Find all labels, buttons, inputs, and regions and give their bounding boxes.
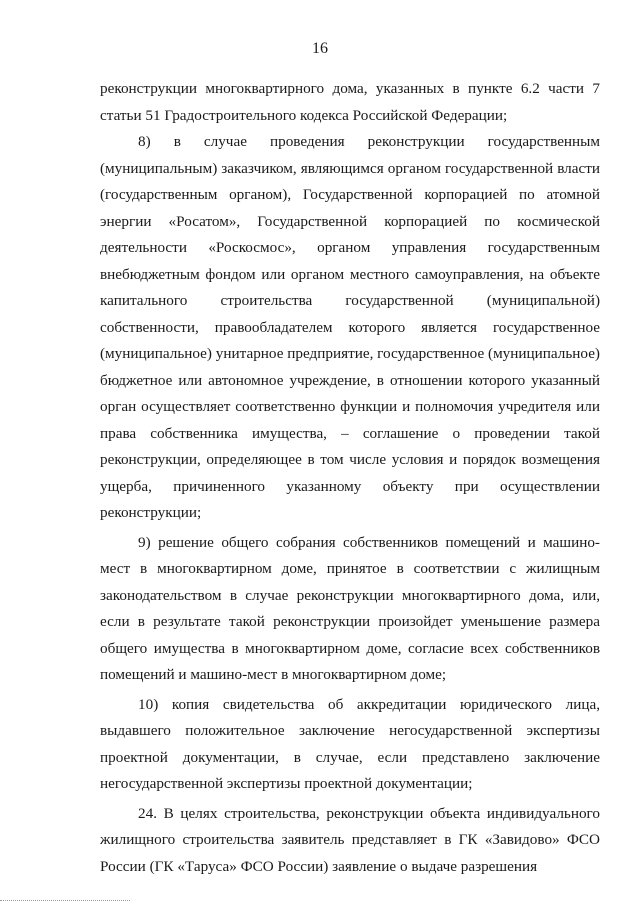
paragraph-section-24: 24. В целях строительства, реконструкции объекта индивидуального жилищного строительства заявитель представляет в ГК «Завидово» ФСО России (ГК «Таруса» ФСО России) заявление о выдаче разрешения — [100, 804, 600, 875]
paragraph-continuation: реконструкции многоквартирного дома, указанных в пункте 6.2 части 7 статьи 51 Градостроительного кодекса Российской Федерации; — [100, 80, 600, 124]
paragraph-item-9: 9) решение общего собрания собственников помещений и машино-мест в многоквартирном доме, принятое в соответствии с жилищным законодательством в случае реконструкции многоквартирного дома, или, если в результате такой реконструкции произойдет уменьшение размера общего имущества в многоквартирном доме, согласие всех собственников помещений и машино-мест в многоквартирном доме; — [100, 533, 600, 683]
document-body — [100, 76, 600, 880]
page-number: 16 — [312, 40, 328, 57]
paragraph-item-8: 8) в случае проведения реконструкции государственным (муниципальным) заказчиком, являющимся органом государственной власти (государственным органом), Государственной корпорацией по атомной энергии «Росатом», Государственной корпорацией по космической деятельности «Роскосмос», органом управления государственным внебюджетным фондом или органом местного самоуправления, на объекте капитального строительства государственной (муниципальной) собственности, правообладателем которого является государственное (муниципальное) унитарное предприятие, государственное (муниципальное) бюджетное или автономное учреждение, в отношении которого указанный орган осуществляет соответственно функции и полномочия учредителя или права собственника имущества, – соглашение о проведении такой реконструкции, определяющее в том числе условия и порядок возмещения ущерба, причиненного указанному объекту при осуществлении реконструкции; — [100, 133, 600, 521]
scan-footer-mark — [0, 898, 130, 901]
paragraph-item-10: 10) копия свидетельства об аккредитации юридического лица, выдавшего положительное заключение негосударственной экспертизы проектной документации, в случае, если представлено заключение негосударственной экспертизы проектной документации; — [100, 695, 600, 792]
